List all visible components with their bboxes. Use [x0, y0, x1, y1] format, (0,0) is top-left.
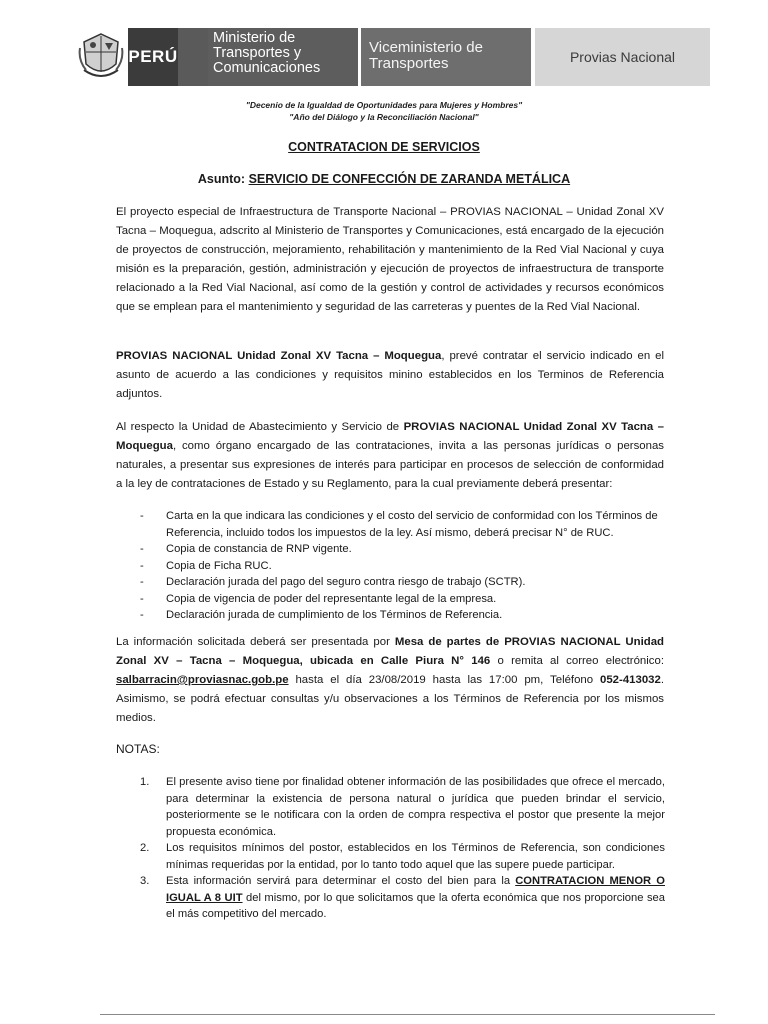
- viceministry-label: Viceministerio de Transportes: [361, 28, 531, 86]
- decenio-motto: [0, 99, 768, 123]
- paragraph-service-bold: PROVIAS NACIONAL Unidad Zonal XV Tacna – Moquegua: [116, 350, 442, 362]
- requirement-item: - Copia de constancia de RNP vigente.: [140, 541, 665, 558]
- bullet-dash: -: [140, 543, 144, 555]
- requirements-list: [140, 508, 665, 624]
- paragraph-invitation-text: , como órgano encargado de las contrataciones, invita a las personas jurídicas o personas naturales, a presentar sus expresiones de interés para participar en procesos de selección de conformidad a la ley de contrataciones de Estado y su Reglamento, para la cual previamente deberá presentar:: [116, 440, 664, 490]
- submission-location: Mesa de partes de PROVIAS NACIONAL Unidad Zonal XV – Tacna – Moquegua, ubicada en Calle Piura N° 146: [116, 636, 664, 667]
- ministry-label: Ministerio de Transportes y Comunicaciones: [208, 28, 358, 86]
- decenio-line-1: "Decenio de la Igualdad de Oportunidades para Mujeres y Hombres": [245, 100, 523, 110]
- notes-list: [140, 774, 665, 923]
- requirement-item: - Declaración jurada de cumplimiento de los Términos de Referencia.: [140, 607, 665, 624]
- document-title: CONTRATACION DE SERVICIOS: [288, 140, 480, 154]
- bullet-dash: -: [140, 576, 144, 588]
- letterhead: [78, 22, 708, 94]
- contact-phone: 052-413032: [600, 674, 661, 686]
- bullet-dash: -: [140, 609, 144, 621]
- requirement-item: - Copia de Ficha RUC.: [140, 558, 665, 575]
- paragraph-service: [116, 347, 664, 404]
- peru-label: PERÚ: [128, 28, 178, 86]
- footer-divider: [100, 1014, 715, 1015]
- decenio-line-2: "Año del Diálogo y la Reconciliación Nacional": [289, 112, 479, 122]
- bullet-dash: -: [140, 510, 144, 522]
- coat-of-arms-icon: [78, 30, 124, 82]
- contract-type: CONTRATACION MENOR O IGUAL A 8 UIT: [166, 875, 665, 904]
- requirement-item: - Carta en la que indicara las condiciones y el costo del servicio de conformidad con los Términos de Referencia, incluido todos los impuestos de la ley. Así mismo, deberá precisar N° de RUC.: [140, 510, 658, 539]
- contact-email-link[interactable]: salbarracin@proviasnac.gob.pe: [116, 674, 289, 686]
- paragraph-submission: La información solicitada deberá ser presentada por Mesa de partes de PROVIAS NACIONAL Unidad Zonal XV – Tacna – Moquegua, ubicada en Calle Piura N° 146 o remita al correo electrónico: salbarracin@proviasnac.gob.pe hasta el día 23/08/2019 hasta las 17:00 pm, Teléfono 052-413032. Asimismo, se podrá efectuar consultas y/u observaciones a los Términos de Referencia por los mismos medios.: [116, 636, 664, 724]
- note-item: 2. Los requisitos mínimos del postor, establecidos en los Términos de Referencia, son condiciones mínimas requeridas por la entidad, por lo tanto todo aquel que las supere puede participar.: [140, 842, 665, 871]
- subject-label: Asunto:: [197, 172, 249, 186]
- bullet-dash: -: [140, 559, 144, 572]
- requirement-item: - Copia de vigencia de poder del representante legal de la empresa.: [140, 591, 665, 608]
- paragraph-invitation-bold: PROVIAS NACIONAL Unidad Zonal XV Tacna – Moquegua: [116, 421, 664, 452]
- provias-label: Provias Nacional: [535, 28, 710, 86]
- bullet-dash: -: [140, 592, 144, 605]
- requirement-item: - Declaración jurada del pago del seguro contra riesgo de trabajo (SCTR).: [140, 574, 665, 591]
- paragraph-invitation-start: Al respecto la Unidad de Abastecimiento y Servicio de: [116, 421, 404, 433]
- subject-value: SERVICIO DE CONFECCIÓN DE ZARANDA METÁLICA: [248, 172, 571, 186]
- paragraph-service-text: , prevé contratar el servicio indicado en el asunto de acuerdo a las condiciones y requisitos minino establecidos en los Terminos de Referencia adjuntos.: [116, 350, 664, 400]
- notes-heading: NOTAS:: [116, 742, 160, 756]
- note-item: 1. El presente aviso tiene por finalidad obtener información de las posibilidades que ofrece el mercado, para determinar la existencia de persona natural o jurídica que pueden brindar el servicio, posteriormente se le notificara con la orden de compra respectiva el postor que presente la mejor propuesta económica.: [140, 776, 665, 838]
- subject-line: [0, 172, 768, 186]
- paragraph-invitation: [116, 418, 664, 494]
- paragraph-intro: El proyecto especial de Infraestructura de Transporte Nacional – PROVIAS NACIONAL – Unidad Zonal XV Tacna – Moquegua, adscrito al Ministerio de Transportes y Comunicaciones, está encargado de la ejecución de proyectos de construcción, mejoramiento, rehabilitación y mantenimiento de la Red Vial Nacional y cuya misión es la preparación, gestión, administración y ejecución de proyectos de infraestructura de transporte relacionado a la Red Vial Nacional, así como de la gestión y control de actividades y recursos económicos que se emplean para el mantenimiento y seguridad de las carreteras y puentes de la Red Vial Nacional.: [116, 206, 664, 313]
- note-item: 3. Esta información servirá para determinar el costo del bien para la CONTRATACION MENOR O IGUAL A 8 UIT del mismo, por lo que solicitamos que la oferta económica que nos proporcione sea el más competitivo del mercado.: [140, 875, 665, 920]
